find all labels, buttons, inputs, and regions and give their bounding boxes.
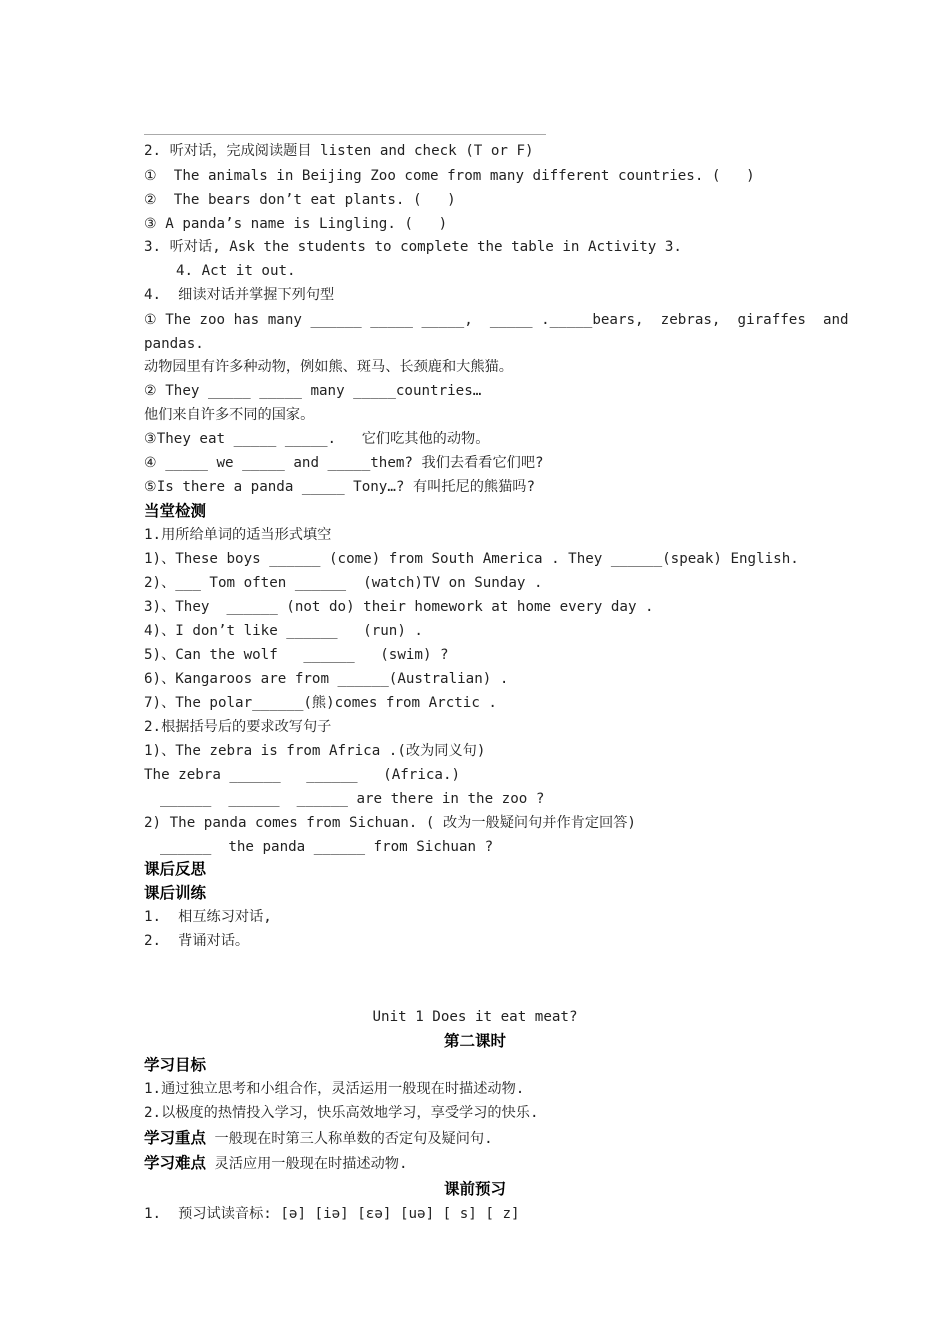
section-heading-reflection: 课后反思 bbox=[144, 860, 207, 878]
exercise-2-heading: 2.根据括号后的要求改写句子 bbox=[144, 719, 332, 735]
objective-2: 2.以极度的热情投入学习，快乐高效地学习，享受学习的快乐. bbox=[144, 1105, 539, 1121]
key-point-label: 学习重点 bbox=[144, 1129, 207, 1147]
exercise-1-item-7: 7)、The polar______(熊)comes from Arctic . bbox=[144, 695, 497, 711]
section-heading-preview: 课前预习 bbox=[443, 1180, 506, 1198]
difficulty-line bbox=[144, 1152, 408, 1174]
true-false-item-3: ③ A panda’s name is Lingling. ( ) bbox=[144, 216, 448, 232]
section-heading-homework: 课后训练 bbox=[144, 884, 207, 902]
exercise-1-item-3: 3)、They ______ (not do) their homework at home every day . bbox=[144, 599, 654, 615]
true-false-item-1: ① The animals in Beijing Zoo come from many different countries. ( ) bbox=[144, 168, 755, 184]
exercise-1-item-2: 2)、___ Tom often ______ (watch)TV on Sunday . bbox=[144, 575, 543, 591]
exercise-2-item-1: 1)、The zebra is from Africa .(改为同义句) bbox=[144, 743, 486, 759]
exercise-2-item-2-answer: ______ the panda ______ from Sichuan ? bbox=[160, 839, 494, 855]
pattern-5-blank: ⑤Is there a panda _____ Tony…? 有叫托尼的熊猫吗? bbox=[144, 479, 536, 495]
pattern-3-blank: ③They eat _____ _____. 它们吃其他的动物。 bbox=[144, 431, 490, 447]
homework-item-2: 2. 背诵对话。 bbox=[144, 933, 250, 949]
exercise-1-item-4: 4)、I don’t like ______ (run) . bbox=[144, 623, 423, 639]
homework-item-1: 1. 相互练习对话, bbox=[144, 909, 272, 925]
exercise-2-item-1-answer: The zebra ______ ______ (Africa.) bbox=[144, 767, 461, 783]
sentence-pattern-heading: 4. 细读对话并掌握下列句型 bbox=[144, 287, 335, 303]
exercise-2-item-1-question: ______ ______ ______ are there in the zoo ? bbox=[160, 791, 545, 807]
pattern-1-translation: 动物园里有许多种动物，例如熊、斑马、长颈鹿和大熊猫。 bbox=[144, 359, 513, 375]
section-heading-class-test: 当堂检测 bbox=[144, 502, 207, 520]
exercise-1-item-1: 1)、These boys ______ (come) from South America . They ______(speak) English. bbox=[144, 551, 799, 567]
unit-title: Unit 1 Does it eat meat? bbox=[372, 1009, 578, 1025]
pattern-2-translation: 他们来自许多不同的国家。 bbox=[144, 407, 315, 423]
objective-1: 1.通过独立思考和小组合作，灵活运用一般现在时描述动物. bbox=[144, 1081, 525, 1097]
section-heading-objectives: 学习目标 bbox=[144, 1056, 207, 1074]
pattern-4-blank: ④ _____ we _____ and _____them? 我们去看看它们吧? bbox=[144, 455, 544, 471]
exercise-1-item-6: 6)、Kangaroos are from ______(Australian) . bbox=[144, 671, 509, 687]
difficulty-text: 灵活应用一般现在时描述动物. bbox=[206, 1156, 408, 1172]
listening-task-heading: 2. 听对话，完成阅读题目 listen and check (T or F) bbox=[144, 143, 534, 159]
key-point-line bbox=[144, 1127, 493, 1149]
pattern-1-blank: ① The zoo has many ______ _____ _____, _____ ._____bears, zebras, giraffes and bbox=[144, 312, 849, 328]
listening-task-3: 3. 听对话, Ask the students to complete the table in Activity 3. bbox=[144, 239, 682, 255]
pattern-1-continued: pandas. bbox=[144, 336, 204, 352]
difficulty-label: 学习难点 bbox=[144, 1154, 207, 1172]
act-it-out: 4. Act it out. bbox=[176, 263, 296, 279]
exercise-1-item-5: 5)、Can the wolf ______ (swim) ? bbox=[144, 647, 449, 663]
preview-item-1: 1. 预习试读音标: [ə] [iə] [εə] [uə] [ s] [ z] bbox=[144, 1206, 520, 1222]
true-false-item-2: ② The bears don’t eat plants. ( ) bbox=[144, 192, 456, 208]
separator-line bbox=[144, 134, 546, 135]
pattern-2-blank: ② They _____ _____ many _____countries… bbox=[144, 383, 482, 399]
exercise-1-heading: 1.用所给单词的适当形式填空 bbox=[144, 527, 332, 543]
key-point-text: 一般现在时第三人称单数的否定句及疑问句. bbox=[206, 1131, 493, 1147]
exercise-2-item-2: 2) The panda comes from Sichuan. ( 改为一般疑问句并作肯定回答) bbox=[144, 815, 636, 831]
lesson-title: 第二课时 bbox=[443, 1032, 506, 1050]
